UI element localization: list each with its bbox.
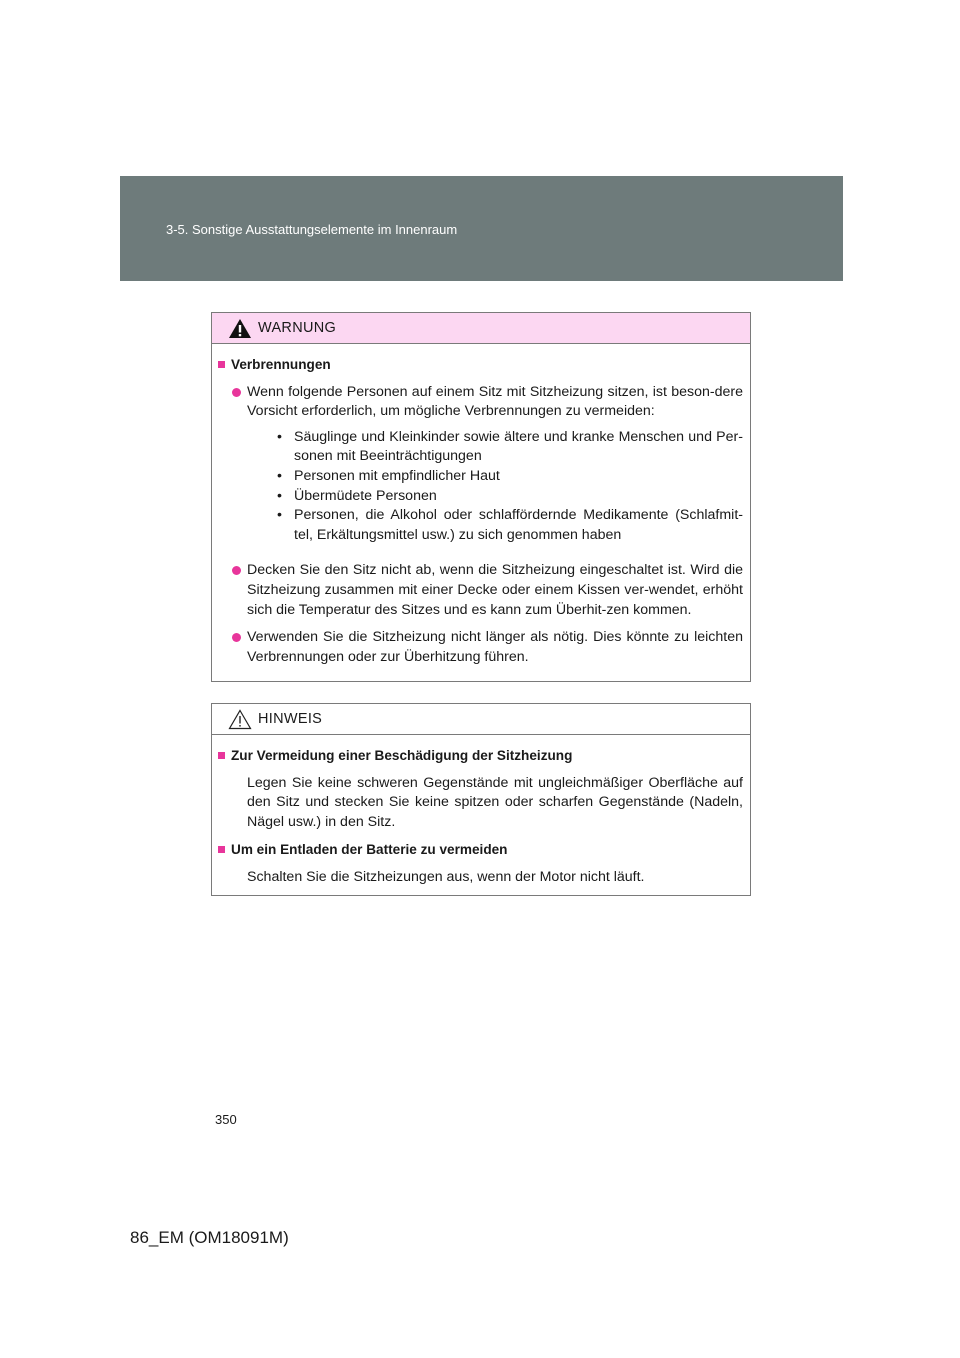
warning-item-text: Wenn folgende Personen auf einem Sitz mit Sitzheizung sitzen, ist beson-dere Vorsicht erforderlich, um mögliche Verbrennungen zu vermeiden: (247, 383, 743, 420)
notice-title: HINWEIS (258, 711, 323, 727)
square-bullet-icon (218, 752, 225, 759)
warning-item-text: Decken Sie den Sitz nicht ab, wenn die Sitzheizung eingeschaltet ist. Wird die Sitzheizung zusammen mit einer Decke oder einem Kissen ver-wendet, erhöht sich die Temperatur des Sitzes und es kann zum Überhit-zen kommen. (247, 562, 743, 618)
warning-item-text: Verwenden Sie die Sitzheizung nicht länger als nötig. Dies könnte zu leichten Verbrennungen oder zur Überhitzung führen. (247, 629, 743, 665)
list-item: • Übermüdete Personen (277, 487, 437, 504)
warning-box (211, 312, 751, 682)
notice-header (212, 704, 750, 735)
warning-title: WARNUNG (258, 320, 337, 336)
document-code: 86_EM (OM18091M) (130, 1228, 289, 1247)
bullet-list (277, 428, 743, 546)
list-item: • Personen mit empfindlicher Haut (277, 467, 500, 484)
notice-text: Legen Sie keine schweren Gegenstände mit ungleichmäßiger Oberfläche auf den Sitz und stecken Sie keine spitzen oder scharfen Gegenstände (Nadeln, Nägel usw.) in den Sitz. (247, 774, 743, 830)
circle-bullet-icon (232, 566, 241, 575)
notice-subheading: Um ein Entladen der Batterie zu vermeiden (218, 840, 743, 860)
page-number: 350 (215, 1112, 237, 1127)
square-bullet-icon (218, 846, 225, 853)
notice-box (211, 703, 751, 896)
caution-triangle-outline-icon (228, 709, 252, 730)
list-item: • Säuglinge und Kleinkinder sowie ältere und kranke Menschen und Per-sonen mit Beeinträchtigungen (277, 428, 743, 465)
warning-item (218, 383, 743, 554)
warning-triangle-icon (228, 318, 252, 339)
circle-bullet-icon (232, 633, 241, 642)
warning-subheading: Verbrennungen (218, 355, 743, 375)
notice-body (212, 735, 750, 888)
notice-subheading: Zur Vermeidung einer Beschädigung der Sitzheizung (218, 746, 743, 766)
warning-item (218, 561, 743, 620)
warning-body (212, 344, 750, 667)
warning-item (218, 628, 743, 667)
list-item: • Personen, die Alkohol oder schlaffördernde Medikamente (Schlafmit-tel, Erkältungsmittel usw.) zu sich genommen haben (277, 507, 743, 543)
warning-header (212, 313, 750, 344)
notice-text: Schalten Sie die Sitzheizungen aus, wenn der Motor nicht läuft. (247, 868, 645, 885)
header-bar (120, 176, 843, 281)
section-title: 3-5. Sonstige Ausstattungselemente im Innenraum (166, 222, 458, 237)
square-bullet-icon (218, 361, 225, 368)
circle-bullet-icon (232, 388, 241, 397)
